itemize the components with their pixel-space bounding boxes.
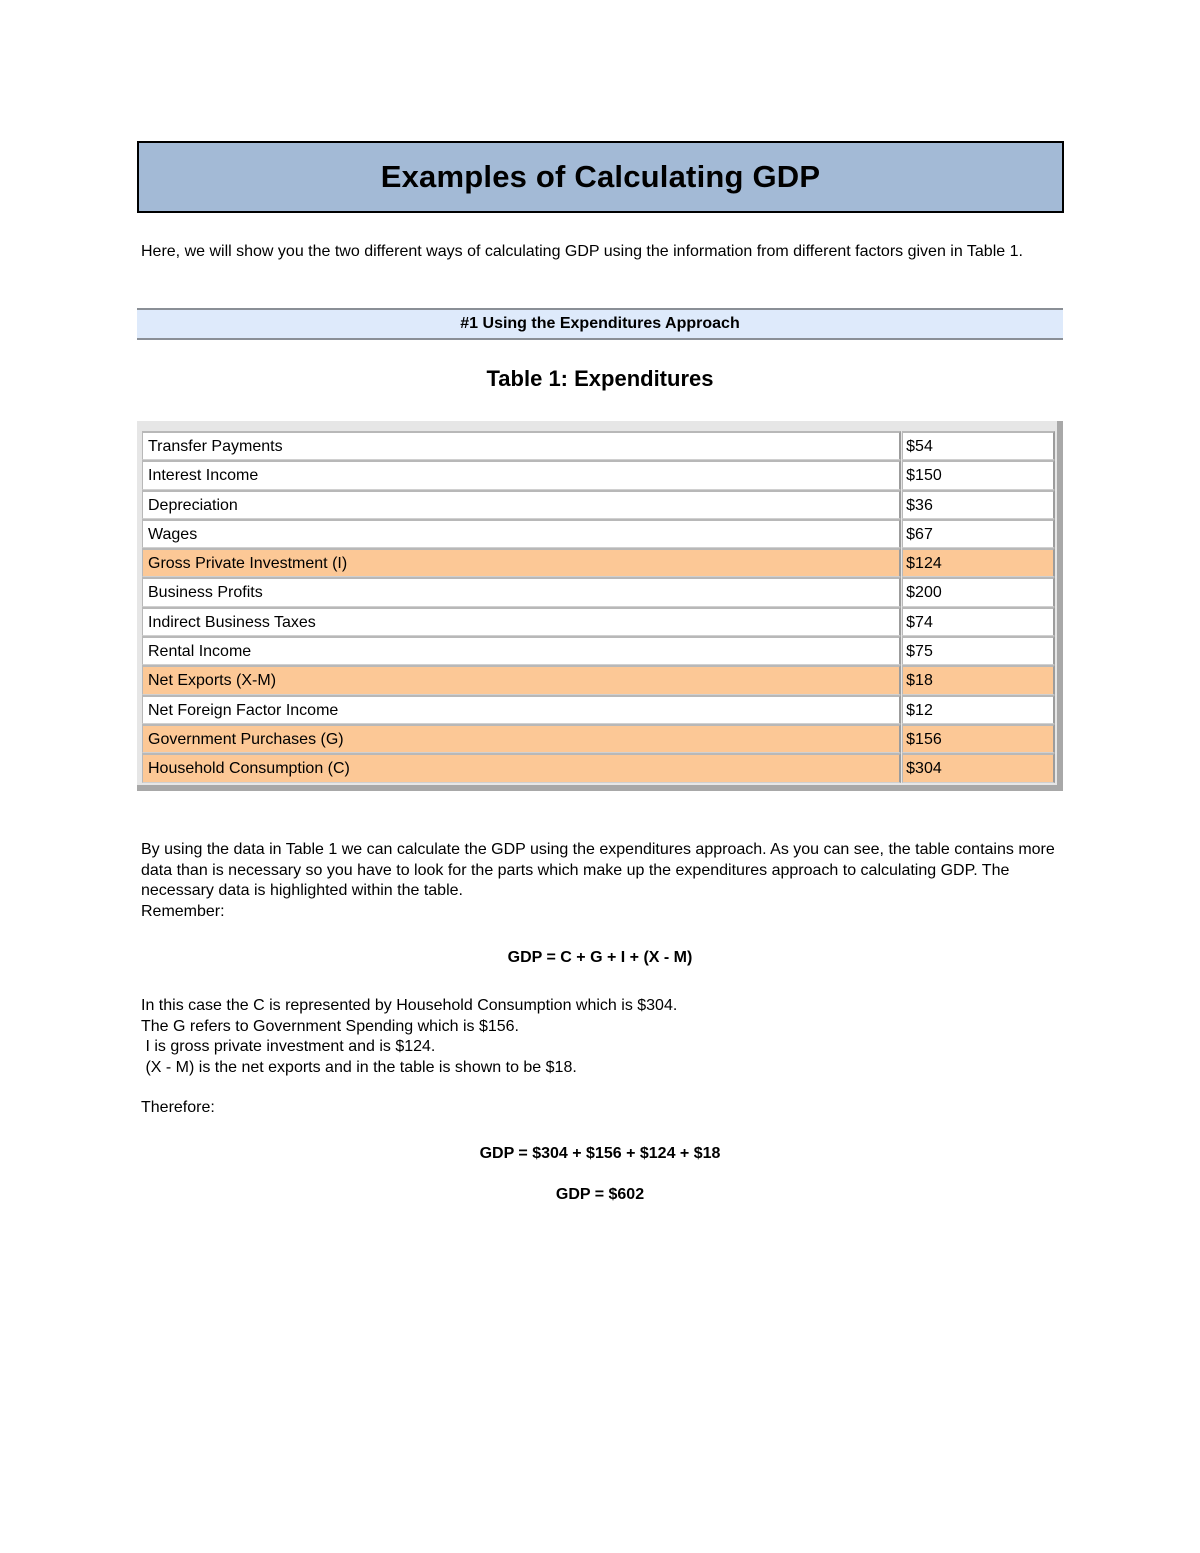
explanation-lines: [141, 996, 1041, 1078]
table-row: [142, 724, 1055, 753]
intro-paragraph: Here, we will show you the two different ways of calculating GDP using the information from different factors given in Table 1.: [141, 243, 1023, 260]
remember-label: Remember:: [141, 902, 225, 920]
table-row: [142, 636, 1055, 665]
table-cell-label: Interest Income: [142, 460, 901, 489]
table-row: [142, 519, 1055, 548]
formula-substituted: GDP = $304 + $156 + $124 + $18: [479, 1145, 721, 1162]
table-row: [142, 753, 1055, 782]
table-row: [142, 431, 1055, 460]
therefore-label: Therefore:: [141, 1099, 215, 1116]
explanation-line: In this case the C is represented by Household Consumption which is $304.: [141, 997, 678, 1014]
table-cell-value: $18: [902, 665, 1055, 694]
table-row: [142, 460, 1055, 489]
explanation-line: (X - M) is the net exports and in the table is shown to be $18.: [141, 1058, 577, 1076]
table-cell-value: $67: [902, 519, 1055, 548]
table-cell-label: Rental Income: [142, 636, 901, 665]
table-cell-value: $156: [902, 724, 1055, 753]
table-row: [142, 577, 1055, 606]
expenditures-table-frame: [137, 421, 1063, 791]
explanation-line: The G refers to Government Spending which is $156.: [141, 1017, 519, 1035]
page-title: Examples of Calculating GDP: [380, 159, 821, 194]
table-cell-label: Net Foreign Factor Income: [142, 695, 901, 724]
title-banner: [137, 141, 1064, 213]
table-cell-label: Indirect Business Taxes: [142, 607, 901, 636]
table-cell-label: Gross Private Investment (I): [142, 548, 901, 577]
table-cell-label: Transfer Payments: [142, 431, 901, 460]
table-cell-label: Depreciation: [142, 490, 901, 519]
formula-general: GDP = C + G + I + (X - M): [507, 949, 693, 966]
table-cell-value: $36: [902, 490, 1055, 519]
table-cell-label: Household Consumption (C): [142, 753, 901, 782]
table-caption: Table 1: Expenditures: [486, 366, 714, 391]
table-cell-label: Wages: [142, 519, 901, 548]
table-row: [142, 665, 1055, 694]
table-cell-value: $54: [902, 431, 1055, 460]
explanation-block: [141, 840, 1066, 922]
table-cell-value: $304: [902, 753, 1055, 782]
table-row: [142, 695, 1055, 724]
table-row: [142, 490, 1055, 519]
table-row: [142, 548, 1055, 577]
table-cell-label: Government Purchases (G): [142, 724, 901, 753]
formula-result: GDP = $602: [555, 1186, 645, 1203]
table-cell-value: $12: [902, 695, 1055, 724]
section-heading: #1 Using the Expenditures Approach: [137, 308, 1063, 340]
table-cell-value: $200: [902, 577, 1055, 606]
table-cell-label: Net Exports (X-M): [142, 665, 901, 694]
expenditures-table: [142, 431, 1055, 783]
table-cell-value: $75: [902, 636, 1055, 665]
explanation-paragraph: By using the data in Table 1 we can calculate the GDP using the expenditures approach. As you can see, the table contains more data than is necessary so you have to look for the parts which make up the expenditures approach to calculating GDP. The necessary data is highlighted within the table.: [141, 841, 1055, 899]
table-cell-value: $74: [902, 607, 1055, 636]
table-cell-value: $124: [902, 548, 1055, 577]
explanation-line: I is gross private investment and is $124.: [141, 1038, 436, 1055]
table-cell-label: Business Profits: [142, 577, 901, 606]
table-cell-value: $150: [902, 460, 1055, 489]
table-row: [142, 607, 1055, 636]
